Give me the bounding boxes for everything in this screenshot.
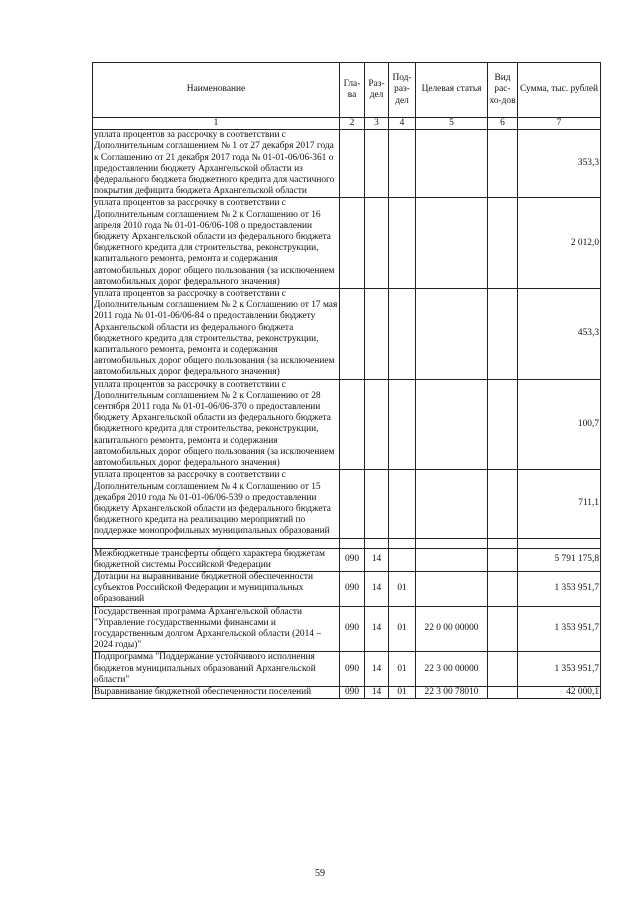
row-razdel: 14 bbox=[365, 548, 389, 571]
row-sum: 2 012,0 bbox=[518, 198, 601, 289]
row-sum bbox=[518, 538, 601, 548]
row-statya: 22 3 00 00000 bbox=[416, 652, 488, 687]
row-razdel bbox=[365, 470, 389, 538]
row-vid bbox=[488, 571, 518, 606]
table-row bbox=[93, 686, 601, 698]
row-podrazdel: 01 bbox=[389, 571, 416, 606]
column-number: 1 bbox=[93, 118, 340, 130]
row-name: уплата процентов за рассрочку в соответствии с Дополнительным соглашением № 2 к Соглашению от 28 сентября 2011 года № 01-01-06/06-370 о предоставлении бюджету Архангельской области из федерального бюджета бюджетного кредита для строительства, реконструкции, капитального ремонта, ремонта и содержания автомобильных дорог общего пользования (за исключением автомобильных дорог федерального значения) bbox=[93, 379, 340, 470]
row-sum: 711,1 bbox=[518, 470, 601, 538]
row-statya bbox=[416, 470, 488, 538]
table-row bbox=[93, 571, 601, 606]
row-vid bbox=[488, 652, 518, 687]
row-statya: 22 3 00 78010 bbox=[416, 686, 488, 698]
column-number-row bbox=[93, 118, 601, 130]
row-name: Подпрограмма "Поддержание устойчивого исполнения бюджетов муниципальных образований Архангельской области" bbox=[93, 652, 340, 687]
table-row bbox=[93, 289, 601, 380]
header-row bbox=[93, 63, 601, 118]
row-podrazdel bbox=[389, 130, 416, 198]
row-vid bbox=[488, 289, 518, 380]
row-glava bbox=[340, 198, 365, 289]
row-statya bbox=[416, 289, 488, 380]
row-name: уплата процентов за рассрочку в соответствии с Дополнительным соглашением № 2 к Соглашению от 17 мая 2011 года № 01-01-06/06-84 о предоставлении бюджету Архангельской области из федерального бюджета бюджетного кредита для строительства, реконструкции, капитального ремонта, ремонта и содержания автомобильных дорог общего пользования (за исключением автомобильных дорог федерального значения) bbox=[93, 289, 340, 380]
row-razdel bbox=[365, 538, 389, 548]
row-sum: 453,3 bbox=[518, 289, 601, 380]
row-razdel bbox=[365, 198, 389, 289]
row-glava: 090 bbox=[340, 606, 365, 652]
header-name: Наименование bbox=[93, 63, 340, 118]
row-vid bbox=[488, 470, 518, 538]
row-glava bbox=[340, 470, 365, 538]
row-statya bbox=[416, 571, 488, 606]
row-sum: 1 353 951,7 bbox=[518, 571, 601, 606]
column-number: 2 bbox=[340, 118, 365, 130]
table-row bbox=[93, 548, 601, 571]
row-name: Выравнивание бюджетной обеспеченности поселений bbox=[93, 686, 340, 698]
row-sum: 100,7 bbox=[518, 379, 601, 470]
row-podrazdel bbox=[389, 470, 416, 538]
row-podrazdel: 01 bbox=[389, 686, 416, 698]
header-glava: Гла-ва bbox=[340, 63, 365, 118]
column-number: 3 bbox=[365, 118, 389, 130]
column-number: 7 bbox=[518, 118, 601, 130]
row-podrazdel: 01 bbox=[389, 652, 416, 687]
row-vid bbox=[488, 198, 518, 289]
row-razdel: 14 bbox=[365, 606, 389, 652]
row-podrazdel bbox=[389, 538, 416, 548]
row-statya bbox=[416, 548, 488, 571]
row-name: Дотации на выравнивание бюджетной обеспеченности субъектов Российской Федерации и муниципальных образований bbox=[93, 571, 340, 606]
row-name: Государственная программа Архангельской области "Управление государственными финансами и государственным долгом Архангельской области (2014 – 2024 годы)" bbox=[93, 606, 340, 652]
header-vid: Вид рас-хо-дов bbox=[488, 63, 518, 118]
row-razdel bbox=[365, 289, 389, 380]
row-sum: 1 353 951,7 bbox=[518, 652, 601, 687]
row-glava bbox=[340, 289, 365, 380]
column-number: 6 bbox=[488, 118, 518, 130]
table-row bbox=[93, 379, 601, 470]
row-statya bbox=[416, 198, 488, 289]
row-name: уплата процентов за рассрочку в соответствии с Дополнительным соглашением № 1 от 27 декабря 2017 года к Соглашению от 21 декабря 2017 года № 01-01-06/06-361 о предоставлении бюджету Архангельской области из федерального бюджета бюджетного кредита для частичного покрытия дефицита бюджета Архангельской области bbox=[93, 130, 340, 198]
row-razdel: 14 bbox=[365, 686, 389, 698]
row-name: Межбюджетные трансферты общего характера бюджетам бюджетной системы Российской Федерации bbox=[93, 548, 340, 571]
row-sum: 5 791 175,8 bbox=[518, 548, 601, 571]
column-number: 5 bbox=[416, 118, 488, 130]
page-number: 59 bbox=[315, 868, 325, 879]
row-vid bbox=[488, 130, 518, 198]
column-number: 4 bbox=[389, 118, 416, 130]
row-statya bbox=[416, 130, 488, 198]
row-vid bbox=[488, 379, 518, 470]
table-row bbox=[93, 652, 601, 687]
row-sum: 1 353 951,7 bbox=[518, 606, 601, 652]
row-glava bbox=[340, 379, 365, 470]
budget-table bbox=[92, 62, 601, 699]
row-glava: 090 bbox=[340, 686, 365, 698]
row-name: уплата процентов за рассрочку в соответствии с Дополнительным соглашением № 4 к Соглашению от 15 декабря 2010 года № 01-01-06/06-539 о предоставлении бюджету Архангельской области из федерального бюджета бюджетного кредита на реализацию мероприятий по поддержке монопрофильных муниципальных образований bbox=[93, 470, 340, 538]
row-glava bbox=[340, 130, 365, 198]
header-statya: Целевая статья bbox=[416, 63, 488, 118]
row-statya: 22 0 00 00000 bbox=[416, 606, 488, 652]
row-sum: 353,3 bbox=[518, 130, 601, 198]
table-row bbox=[93, 470, 601, 538]
row-vid bbox=[488, 686, 518, 698]
table-row bbox=[93, 538, 601, 548]
row-glava bbox=[340, 538, 365, 548]
row-razdel bbox=[365, 130, 389, 198]
row-name bbox=[93, 538, 340, 548]
header-sum: Сумма, тыс. рублей bbox=[518, 63, 601, 118]
row-glava: 090 bbox=[340, 652, 365, 687]
table-row bbox=[93, 606, 601, 652]
row-podrazdel bbox=[389, 548, 416, 571]
row-glava: 090 bbox=[340, 571, 365, 606]
table-row bbox=[93, 130, 601, 198]
row-podrazdel: 01 bbox=[389, 606, 416, 652]
row-razdel bbox=[365, 379, 389, 470]
table-row bbox=[93, 198, 601, 289]
header-razdel: Раз-дел bbox=[365, 63, 389, 118]
row-vid bbox=[488, 606, 518, 652]
row-podrazdel bbox=[389, 379, 416, 470]
row-razdel: 14 bbox=[365, 652, 389, 687]
header-podrazdel: Под-раз-дел bbox=[389, 63, 416, 118]
row-name: уплата процентов за рассрочку в соответствии с Дополнительным соглашением № 2 к Соглашению от 16 апреля 2010 года № 01-01-06/06-108 о предоставлении бюджету Архангельской области из федерального бюджета бюджетного кредита для строительства, реконструкции, капитального ремонта, ремонта и содержания автомобильных дорог общего пользования (за исключением автомобильных дорог федерального значения) bbox=[93, 198, 340, 289]
row-statya bbox=[416, 379, 488, 470]
row-vid bbox=[488, 538, 518, 548]
row-podrazdel bbox=[389, 289, 416, 380]
row-podrazdel bbox=[389, 198, 416, 289]
row-statya bbox=[416, 538, 488, 548]
row-sum: 42 000,1 bbox=[518, 686, 601, 698]
row-glava: 090 bbox=[340, 548, 365, 571]
row-razdel: 14 bbox=[365, 571, 389, 606]
row-vid bbox=[488, 548, 518, 571]
